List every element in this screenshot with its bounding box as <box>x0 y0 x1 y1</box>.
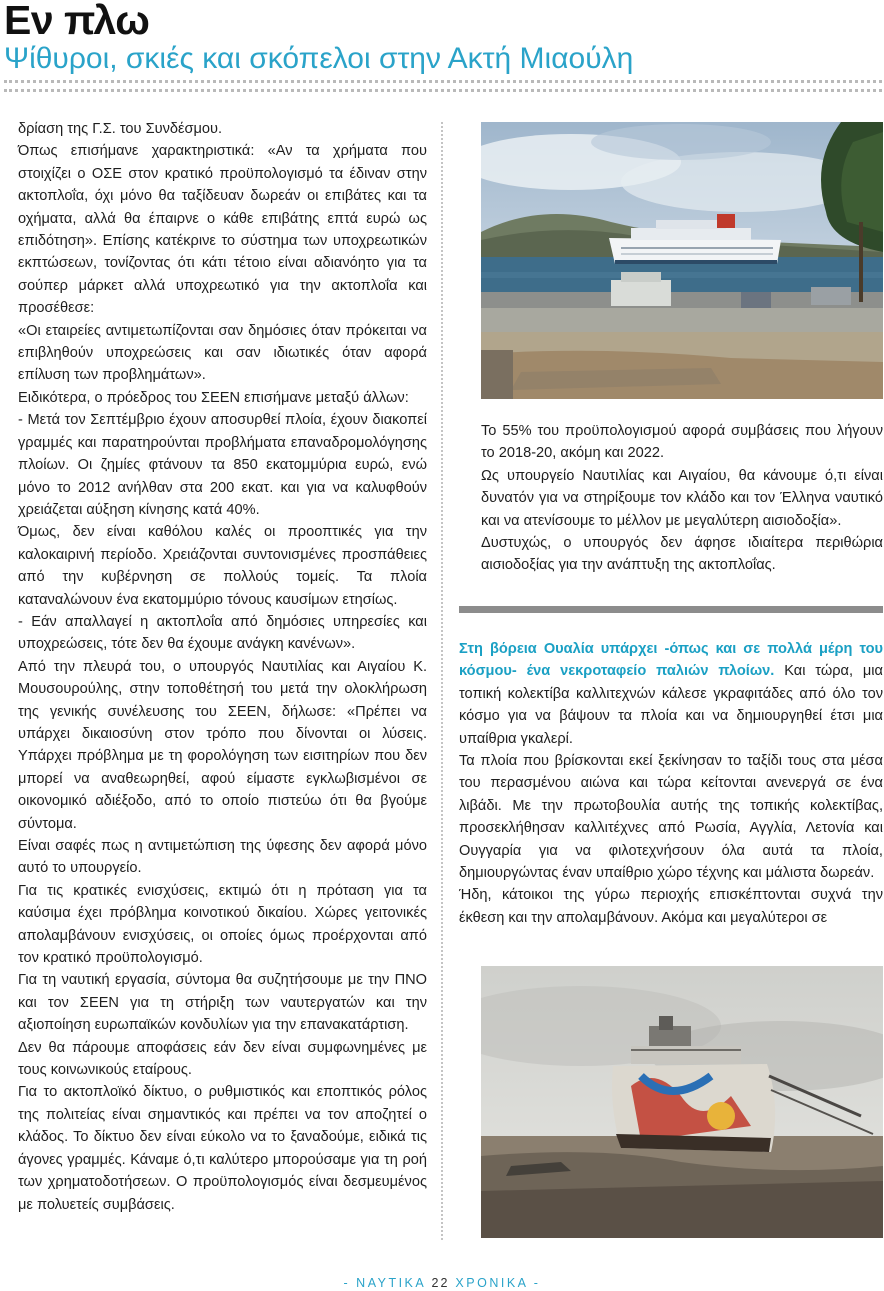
header-divider-bottom <box>4 89 882 92</box>
section-divider-bar <box>459 606 883 613</box>
article-paragraph: Τα πλοία που βρίσκονται εκεί ξεκίνησαν το ταξίδι τους στα μέσα του περασμένου αιώνα και τώρα κείτονται ανενεργά σε ένα λιβάδι. Με την πρωτοβουλία αυτής της τοπικής κολεκτίβας, προσεκλήθησαν καλλιτέχνες από Ρωσία, Αγγλία, Λετονία και Ουγγαρία για να φιλοτεχνήσουν όλα αυτά τα πλοία, δημιουργώντας έναν υπαίθριο χώρο τέχνης και μάλιστα δωρεάν. <box>459 753 883 882</box>
column-divider <box>441 122 443 1240</box>
right-column-bottom <box>459 638 883 929</box>
article-paragraph: Όπως επισήμανε χαρακτηριστικά: «Αν τα χρήματα που στοιχίζει ο ΟΣΕ στον κρατικό προϋπολογισμό τα έδιναν στην ακτοπλοΐα, όχι μόνο θα ταξίδευαν δωρεάν οι επιβάτες και τα οχήματα, αλλά θα έπαιρνε ο κάθε επιβάτης επτά ευρώ ως επιδότηση». Επίσης κατέκρινε το σύστημα των υποχρεωτικών εκπτώσεων, τονίζοντας ότι κάτι τέτοιο είναι αδιανόητο για τα σούπερ μάρκετ αλλά υποχρεωτικό για την ακτοπλοΐα και προσέθεσε: <box>18 143 427 317</box>
page-number: 22 <box>431 1276 450 1290</box>
page-subtitle: Ψίθυροι, σκιές και σκόπελοι στην Ακτή Μιαούλη <box>4 42 634 75</box>
graffiti-ship-photo <box>481 966 883 1238</box>
right-column-top <box>481 420 883 577</box>
article-paragraph: Για τη ναυτική εργασία, σύντομα θα συζητήσουμε με την ΠΝΟ και τον ΣΕΕΝ για τη στήριξη των ναυτεργατών και την αξιοποίηση ευρωπαϊκών κονδυλίων για την επανακατάρτιση. <box>18 972 427 1034</box>
article-paragraph: «Οι εταιρείες αντιμετωπίζονται σαν δημόσιες όταν πρόκειται να επιβληθούν υποχρεώσεις και σαν ιδιωτικές όταν αφορά επίλυση των προβλημάτων». <box>18 322 427 384</box>
port-cruise-ship-photo <box>481 122 883 399</box>
page-title: Εν πλω <box>4 0 150 43</box>
article-paragraph: Από την πλευρά του, ο υπουργός Ναυτιλίας και Αιγαίου Κ. Μουσουρούλης, στην τοποθέτησή του μετά την ολοκλήρωση της γενικής συνέλευσης του ΣΕΕΝ, δήλωσε: «Πρέπει να υπάρχει δικαιοσύνη στον τρόπο που δίνονται οι λύσεις. Υπάρχει πρόβλημα με τη φορολόγηση των εισιτηρίων που δεν μπορεί να αναθεωρηθεί, αφού είμαστε εγκλωβισμένοι σε οικονομικό αδιέξοδο, από το οποίο πιστεύω ότι θα βγούμε σύντομα. <box>18 658 427 832</box>
article-paragraph: Όμως, δεν είναι καθόλου καλές οι προοπτικές για την καλοκαιρινή περίοδο. Χρειάζονται συντονισμένες προσπάθειες από την κυβέρνηση σε πολλούς τομείς. Τα πλοία καταναλώνουν ένα εκατομμύριο τόνους καυσίμων ετησίως. <box>18 524 427 608</box>
footer-magazine-right: ΧΡΟΝΙΚΑ - <box>455 1276 541 1290</box>
lead-continuation: Και τώρα, μια τοπική κολεκτίβα καλλιτεχνών κάλεσε γκραφιτάδες από όλο τον κόσμο για να βάψουν τα πλοία και να δημιουργηθεί έτσι μια υπαίθρια γκαλερί. <box>459 663 883 747</box>
article-paragraph: δρίαση της Γ.Σ. του Συνδέσμου. <box>18 121 223 137</box>
footer-magazine-left: - ΝΑΥΤΙΚΑ <box>343 1276 426 1290</box>
left-column <box>18 118 427 1216</box>
article-paragraph: Το 55% του προϋπολογισμού αφορά συμβάσεις που λήγουν το 2018-20, ακόμη και 2022. <box>481 423 883 462</box>
header-divider-top <box>4 80 882 83</box>
page-footer <box>0 1276 884 1290</box>
article-paragraph: - Μετά τον Σεπτέμβριο έχουν αποσυρθεί πλοία, έχουν διακοπεί γραμμές και παρατηρούνται προβλήματα επαναδρομολόγησης πλοίων. Οι ζημίες φτάνουν τα 850 εκατομμύρια ευρώ, ενώ μόνο το 2012 ανήλθαν στα 200 εκατ. και για να καλυφθούν χρειάζεται αύξηση κίνησης κατά 40%. <box>18 412 427 518</box>
article-paragraph: Είναι σαφές πως η αντιμετώπιση της ύφεσης δεν αφορά μόνο αυτό το υπουργείο. <box>18 838 427 877</box>
article-paragraph: Για τις κρατικές ενισχύσεις, εκτιμώ ότι η πρόταση για τα καύσιμα έχει πρόβλημα κοινοτικού δικαίου. Χώρες γειτονικές απολαμβάνουν ενισχύσεις, οι οποίες όμως προέρχονται από τον κρατικό προϋπολογισμό. <box>18 882 427 967</box>
article-paragraph: Ήδη, κάτοικοι της γύρω περιοχής επισκέπτονται συχνά την έκθεση και την απολαμβάνουν. Ακόμα και μεγαλύτεροι σε <box>459 887 883 926</box>
lead-paragraph <box>459 638 883 750</box>
article-paragraph: Ειδικότερα, ο πρόεδρος του ΣΕΕΝ επισήμανε μεταξύ άλλων: <box>18 389 409 406</box>
lead-text: Στη βόρεια Ουαλία υπάρχει -όπως και σε πολλά μέρη του κόσμου- ένα νεκροταφείο παλιών πλοίων. <box>459 641 883 680</box>
article-paragraph: Δυστυχώς, ο υπουργός δεν άφησε ιδιαίτερα περιθώρια αισιοδοξίας για την ανάπτυξη της ακτοπλοΐας. <box>481 535 883 574</box>
article-paragraph: Δεν θα πάρουμε αποφάσεις εάν δεν είναι συμφωνημένες με τους κοινωνικούς εταίρους. <box>18 1039 427 1079</box>
article-paragraph: Για το ακτοπλοϊκό δίκτυο, ο ρυθμιστικός και εποπτικός ρόλος της πολιτείας είναι σημαντικός και πρέπει να τον αποζητεί ο κλάδος. Το δίκτυο δεν είναι εύκολο να το ξαναδούμε, ειδικά τις άγονες γραμμές. Κάναμε ό,τι καλύτερο μπορούσαμε για τη ροή των χρηματοδοτήσεων. Ο προϋπολογισμός είναι δεσμευμένος με πολυετείς συμβάσεις. <box>18 1084 427 1213</box>
article-paragraph: Ως υπουργείο Ναυτιλίας και Αιγαίου, θα κάνουμε ό,τι είναι δυνατόν για να στηρίξουμε τον κλάδο και τον Έλληνα ναυτικό και να ατενίσουμε το μέλλον με μεγαλύτερη αισιοδοξία». <box>481 467 883 529</box>
article-paragraph: - Εάν απαλλαγεί η ακτοπλοΐα από δημόσιες υπηρεσίες και υποχρεώσεις, τότε δεν θα έχουμε ανάγκη κανένων». <box>18 613 427 653</box>
